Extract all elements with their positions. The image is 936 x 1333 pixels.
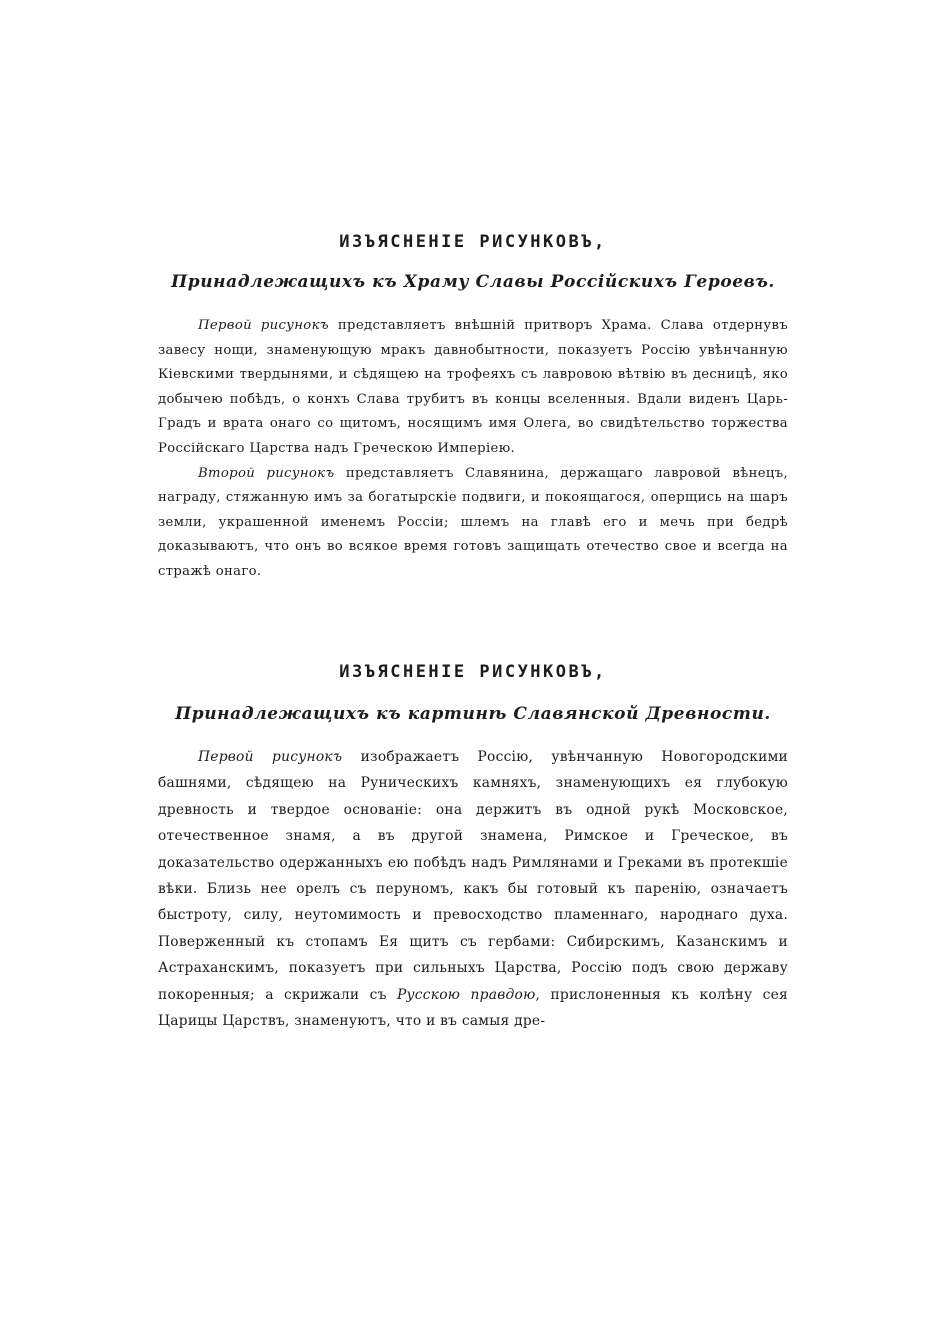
- paragraph-lead: Второй рисунокъ: [198, 465, 335, 481]
- paragraph-lead: Первой рисунокъ: [198, 318, 329, 333]
- paragraph-second-picture: [158, 462, 788, 585]
- section-heading: ИЗЪЯСНЕНІЕ РИСУНКОВЪ,: [339, 232, 607, 252]
- paragraph-text: представляетъ Славянина, держащаго лавровой вѣнецъ, награду, стяжанную имъ за богатырскіе подвиги, и покоящагося, оперщись на шаръ земли, украшенной именемъ Россіи; шлемъ на главѣ его и мечь при бедрѣ доказываютъ, что онъ во всякое время готовъ защищать отечество свое и всегда на стражѣ онаго.: [158, 465, 789, 579]
- section-subheading: Принадлежащихъ къ Храму Славы Россійскихъ Героевъ.: [171, 272, 775, 292]
- paragraph-first-picture: [158, 314, 788, 462]
- paragraph-text: , прислоненныя къ колѣну сея Царицы Царствъ, знаменуютъ, что и въ самыя дре-: [158, 986, 788, 1030]
- paragraph-text: изображаетъ Россію, увѣнчанную Новогородскими башнями, сѣдящею на Руническихъ камняхъ, знаменующихъ ея глубокую древность и твердое основаніе: она держитъ въ одной рукѣ Московское, отечественное знамя, а въ другой знамена, Римское и Греческое, въ доказательство одержанныхъ ею побѣдъ надъ Римлянами и Греками въ протекшіе вѣки. Близь нее орелъ съ перуномъ, какъ бы готовый къ паренію, означаетъ быстроту, силу, неутомимость и превосходство пламеннаго, народнаго духа. Поверженный къ стопамъ Ея щитъ съ гербами: Сибирскимъ, Казанскимъ и Астраханскимъ, показуетъ при сильныхъ Царства, Россію подъ свою державу покоренныя; а скрижали съ: [158, 749, 788, 1003]
- paragraph-text: представляетъ внѣшній притворъ Храма. Слава отдернувъ завесу нощи, знаменующую мракъ давнобытности, показуетъ Россію увѣнчанную Кіевскими твердынями, и сѣдящею на трофеяхъ съ лавровою вѣтвію въ десницѣ, яко добычею побѣдъ, о конхъ Слава трубитъ въ концы вселенныя. Вдали виденъ Царь-Градъ и врата онаго со щитомъ, носящимъ имя Олега, во свидѣтельство торжества Россійскаго Царства надъ Греческою Имперіею.: [158, 318, 788, 456]
- section-temple-of-glory: [158, 228, 788, 585]
- paragraph-lead: Первой рисунокъ: [198, 749, 343, 765]
- paragraph-first-picture: [158, 744, 788, 1034]
- paragraph-italic-phrase: Русскою правдою: [397, 986, 536, 1003]
- section-subheading: Принадлежащихъ къ картинѣ Славянской Древности.: [175, 704, 771, 724]
- section-slavic-antiquity: [158, 658, 788, 1034]
- section-heading: ИЗЪЯСНЕНІЕ РИСУНКОВЪ,: [339, 662, 607, 682]
